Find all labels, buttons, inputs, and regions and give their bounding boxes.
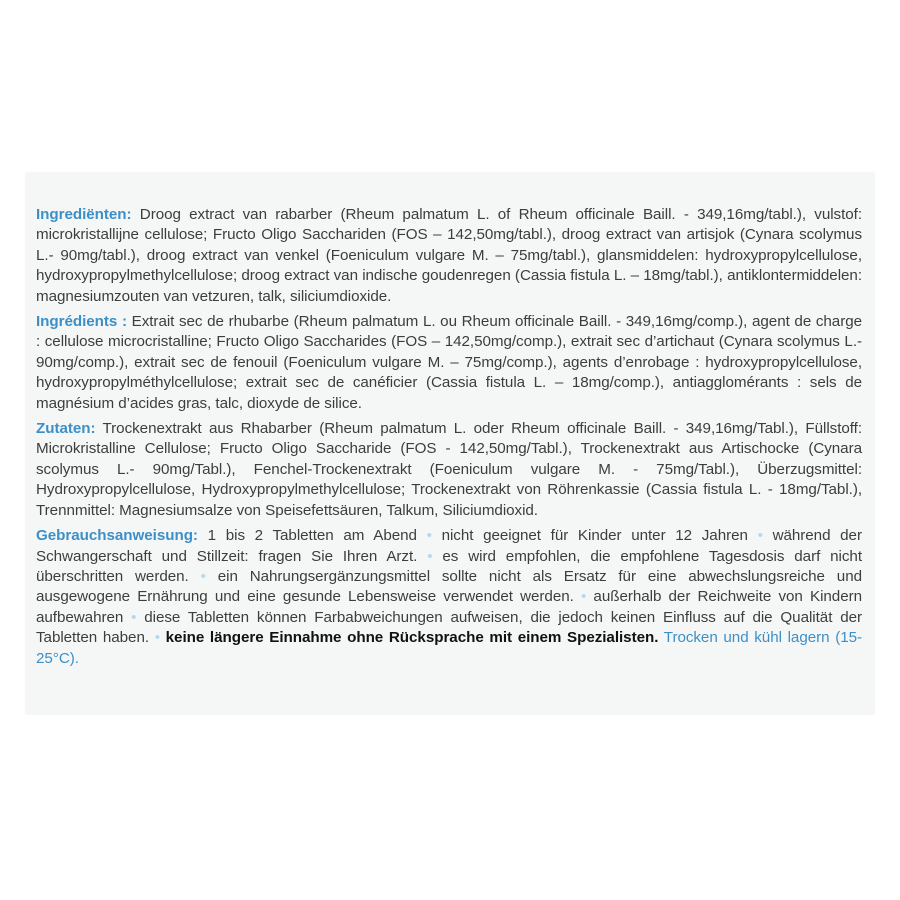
ingredients-nl-text: Droog extract van rabarber (Rheum palmatum L. of Rheum officinale Baill. - 349,16mg/tabl.), vulstof: microkristallijne cellulose; Fructo Oligo Sacchariden (FOS – 142,50mg/tabl.), droog extract van artisjok (Cynara scolymus L.- 90mg/tabl.), droog extract van venkel (Foeniculum vulgare M. – 75mg/tabl.), glansmiddelen: hydroxypropylcellulose, hydroxypropylmethylcellulose; droog extract van indische goudenregen (Cassia fistula L. – 18mg/tabl.), antiklontermiddelen: magnesiumzouten van vetzuren, talk, siliciumdioxide. xyxy=(36,206,862,305)
storage-text: Trocken und kühl lagern (15-25°C). xyxy=(36,629,863,667)
ingredients-nl-heading: Ingrediënten: xyxy=(36,206,132,223)
ingredients-de-text: Trockenextrakt aus Rhabarber (Rheum palmatum L. oder Rheum officinale Baill. - 349,16mg/Tabl.), Füllstoff: Microkristalline Cellulose; Fructo Oligo Saccharide (FOS - 142,50mg/Tabl.), Trockenextrakt aus Artischocke (Cynara scolymus L.- 90mg/Tabl.), Fenchel-Trockenextrakt (Foeniculum vulgare M. - 75mg/Tabl.), Überzugsmittel: Hydroxypropylcellulose, Hydroxypropylmethylcellulose; Trockenextrakt von Röhrenkassie (Cassia fistula L. - 18mg/Tabl.), Trennmittel: Magnesiumsalze von Speisefettsäuren, Talkum, Siliciumdioxid. xyxy=(36,420,862,519)
ingredients-de xyxy=(36,419,862,521)
bullet-separator: • xyxy=(417,547,443,565)
usage-heading: Gebrauchsanweisung: xyxy=(36,527,198,545)
label-text xyxy=(36,205,862,674)
usage-item-1: 1 bis 2 Tabletten am Abend xyxy=(197,527,417,545)
ingredients-nl xyxy=(36,205,862,307)
warning-text: keine längere Einnahme ohne Rücksprache mit einem Spezialisten. xyxy=(165,629,659,647)
usage-item-5: ein Nahrungsergänzungsmittel sollte nicht als Ersatz für eine abwechslungsreiche und ausgewogene Ernährung und eine gesunde Lebensweise verwendet werden. xyxy=(36,567,862,606)
bullet-separator: • xyxy=(416,527,442,545)
usage-item-3: während der Schwangerschaft und Stillzeit: fragen Sie Ihren Arzt. xyxy=(36,527,862,565)
usage-item-4: es wird empfohlen, die empfohlene Tagesdosis darf nicht überschritten werden. xyxy=(36,547,862,585)
ingredients-fr-heading: Ingrédients : xyxy=(36,313,127,331)
ingredients-fr-text: Extrait sec de rhubarbe (Rheum palmatum L. ou Rheum officinale Baill. - 349,16mg/comp.), agent de charge : cellulose microcristalline; Fructo Oligo Saccharides (FOS – 142,50mg/comp.), extrait sec d’artichaut (Cynara scolymus L.- 90mg/comp.), extrait sec de fenouil (Foeniculum vulgare M. – 75mg/comp.), agents d’enrobage : hydroxypropylcellulose, hydroxypropylméthylcellulose; extrait sec de canéficier (Cassia fistula L. – 18mg/comp.), antiagglomérants : sels de magnésium d’acides gras, talc, dioxyde de silice. xyxy=(36,313,863,412)
bullet-separator: • xyxy=(573,588,594,606)
usage-item-7: diese Tabletten können Farbabweichungen aufweisen, die jedoch keinen Einfluss auf die Qualität der Tabletten haben. xyxy=(36,608,863,647)
usage-item-2: nicht geeignet für Kinder unter 12 Jahren xyxy=(441,527,748,545)
bullet-separator: • xyxy=(123,608,145,626)
usage-item-6: außerhalb der Reichweite von Kindern aufbewahren xyxy=(36,588,862,626)
bullet-separator: • xyxy=(747,527,773,545)
usage-instructions xyxy=(36,526,862,669)
bullet-separator: • xyxy=(149,629,166,647)
ingredients-fr xyxy=(36,312,862,414)
ingredients-de-heading: Zutaten: xyxy=(36,420,96,438)
bullet-separator: • xyxy=(188,567,218,585)
